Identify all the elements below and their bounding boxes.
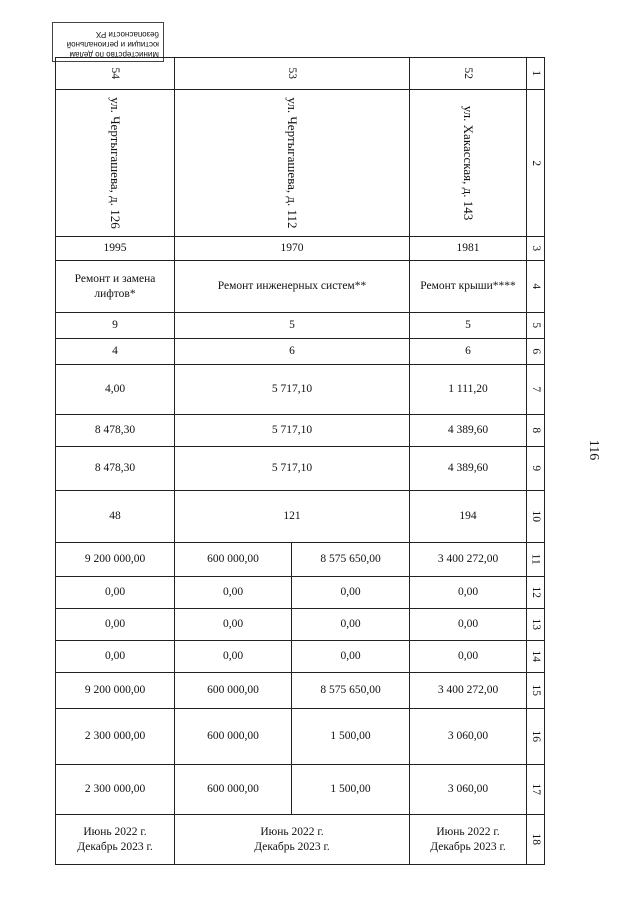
table-row [56, 765, 545, 815]
row-number: 8 [529, 427, 542, 434]
page-number: 116 [586, 439, 602, 461]
row-number-cell [527, 261, 545, 313]
cost-cell: 0,00 [56, 609, 175, 641]
cost-cell: 0,00 [410, 641, 527, 673]
row-number: 15 [529, 684, 542, 697]
cost-cell: 3 060,00 [410, 765, 527, 815]
address-text: ул. Чертыгашева, д. 126 [108, 97, 124, 229]
cost-cell: 8 575 650,00 [292, 673, 410, 709]
cost-cell: 600 000,00 [175, 543, 292, 577]
row-number: 12 [529, 586, 542, 599]
work-type-cell: Ремонт крыши**** [410, 261, 527, 313]
row-number: 9 [529, 465, 542, 472]
area-cell: 8 478,30 [56, 447, 175, 491]
table-row [56, 365, 545, 415]
row-number-cell [527, 709, 545, 765]
area-cell: 1 111,20 [410, 365, 527, 415]
row-number-cell [527, 815, 545, 865]
entrances-cell: 6 [410, 339, 527, 365]
table-row [56, 261, 545, 313]
area-cell: 4,00 [56, 365, 175, 415]
row-number: 1 [529, 70, 542, 77]
cost-cell: 0,00 [292, 641, 410, 673]
year-cell: 1981 [410, 237, 527, 261]
table-row [56, 313, 545, 339]
floors-cell: 5 [175, 313, 410, 339]
cost-cell: 0,00 [175, 577, 292, 609]
period-cell [175, 815, 410, 865]
row-number-cell [527, 58, 545, 90]
period-start: Июнь 2022 г. [83, 826, 147, 839]
table-row [56, 447, 545, 491]
entrances-cell: 4 [56, 339, 175, 365]
row-number-cell [527, 237, 545, 261]
cost-cell: 1 500,00 [292, 765, 410, 815]
period-start: Июнь 2022 г. [260, 826, 324, 839]
cost-cell: 1 500,00 [292, 709, 410, 765]
row-number-cell [527, 609, 545, 641]
period-end: Декабрь 2023 г. [77, 840, 153, 853]
row-number-cell [527, 415, 545, 447]
area-cell: 5 717,10 [175, 447, 410, 491]
row-number-cell [527, 313, 545, 339]
row-number: 3 [529, 245, 542, 252]
cost-cell: 0,00 [56, 641, 175, 673]
row-number: 14 [529, 650, 542, 663]
row-number-cell [527, 641, 545, 673]
row-number-cell [527, 765, 545, 815]
address-text: ул. Чертыгашева, д. 112 [285, 97, 301, 229]
cost-cell: 2 300 000,00 [56, 709, 175, 765]
table-row [56, 90, 545, 237]
area-cell: 5 717,10 [175, 415, 410, 447]
row-number: 10 [529, 510, 542, 523]
table-row [56, 543, 545, 577]
table-row [56, 237, 545, 261]
cost-cell: 600 000,00 [175, 673, 292, 709]
floors-cell: 9 [56, 313, 175, 339]
row-number-cell [527, 673, 545, 709]
col-number: 54 [109, 67, 122, 80]
table-row [56, 577, 545, 609]
row-number: 11 [529, 553, 542, 566]
row-number: 6 [529, 348, 542, 355]
cost-cell: 600 000,00 [175, 765, 292, 815]
residents-cell: 48 [56, 491, 175, 543]
stamp-line-1: Министерство по делам [69, 50, 159, 59]
cost-cell: 0,00 [175, 641, 292, 673]
table-row [56, 673, 545, 709]
period-start: Июнь 2022 г. [436, 826, 500, 839]
row-number-cell [527, 543, 545, 577]
area-cell: 5 717,10 [175, 365, 410, 415]
address-text: ул. Хакасская, д. 143 [461, 105, 477, 221]
table-row [56, 815, 545, 865]
cost-cell: 3 060,00 [410, 709, 527, 765]
row-number-cell [527, 491, 545, 543]
area-cell: 4 389,60 [410, 415, 527, 447]
cost-cell: 0,00 [175, 609, 292, 641]
row-number: 2 [529, 160, 542, 166]
table-row [56, 491, 545, 543]
row-number-cell [527, 447, 545, 491]
col-number-cell [175, 58, 410, 90]
table-row [56, 339, 545, 365]
cost-cell: 0,00 [56, 577, 175, 609]
table-row [56, 641, 545, 673]
address-cell [56, 90, 175, 237]
cost-cell: 8 575 650,00 [292, 543, 410, 577]
ministry-stamp [52, 22, 164, 62]
period-end: Декабрь 2023 г. [254, 840, 330, 853]
row-number: 18 [529, 833, 542, 846]
row-number-cell [527, 365, 545, 415]
address-cell [175, 90, 410, 237]
cost-cell: 0,00 [292, 609, 410, 641]
cost-cell: 0,00 [410, 609, 527, 641]
cost-cell: 2 300 000,00 [56, 765, 175, 815]
row-number: 16 [529, 730, 542, 743]
cost-cell: 0,00 [410, 577, 527, 609]
area-cell: 8 478,30 [56, 415, 175, 447]
residents-cell: 194 [410, 491, 527, 543]
residents-cell: 121 [175, 491, 410, 543]
period-end: Декабрь 2023 г. [430, 840, 506, 853]
cost-cell: 600 000,00 [175, 709, 292, 765]
table-row [56, 58, 545, 90]
row-number-cell [527, 577, 545, 609]
cost-cell: 9 200 000,00 [56, 543, 175, 577]
row-number: 13 [529, 618, 542, 631]
table-row [56, 609, 545, 641]
row-number: 17 [529, 783, 542, 796]
row-number-cell [527, 90, 545, 237]
cost-cell: 9 200 000,00 [56, 673, 175, 709]
table-row [56, 415, 545, 447]
entrances-cell: 6 [175, 339, 410, 365]
stamp-line-3: безопасности РХ [95, 30, 159, 39]
period-cell [410, 815, 527, 865]
work-type-cell: Ремонт инженерных систем** [175, 261, 410, 313]
period-cell [56, 815, 175, 865]
cost-cell: 0,00 [292, 577, 410, 609]
table-row [56, 709, 545, 765]
year-cell: 1970 [175, 237, 410, 261]
col-number: 53 [286, 67, 299, 80]
repair-table [55, 57, 545, 865]
stamp-line-2: юстиции и региональной [66, 40, 159, 49]
col-number: 52 [462, 67, 475, 80]
row-number-cell [527, 339, 545, 365]
year-cell: 1995 [56, 237, 175, 261]
work-type-cell: Ремонт и замена лифтов* [56, 261, 175, 313]
row-number: 4 [529, 283, 542, 290]
floors-cell: 5 [410, 313, 527, 339]
col-number-cell [56, 58, 175, 90]
cost-cell: 3 400 272,00 [410, 543, 527, 577]
cost-cell: 3 400 272,00 [410, 673, 527, 709]
col-number-cell [410, 58, 527, 90]
row-number: 5 [529, 322, 542, 329]
address-cell [410, 90, 527, 237]
area-cell: 4 389,60 [410, 447, 527, 491]
row-number: 7 [529, 386, 542, 393]
